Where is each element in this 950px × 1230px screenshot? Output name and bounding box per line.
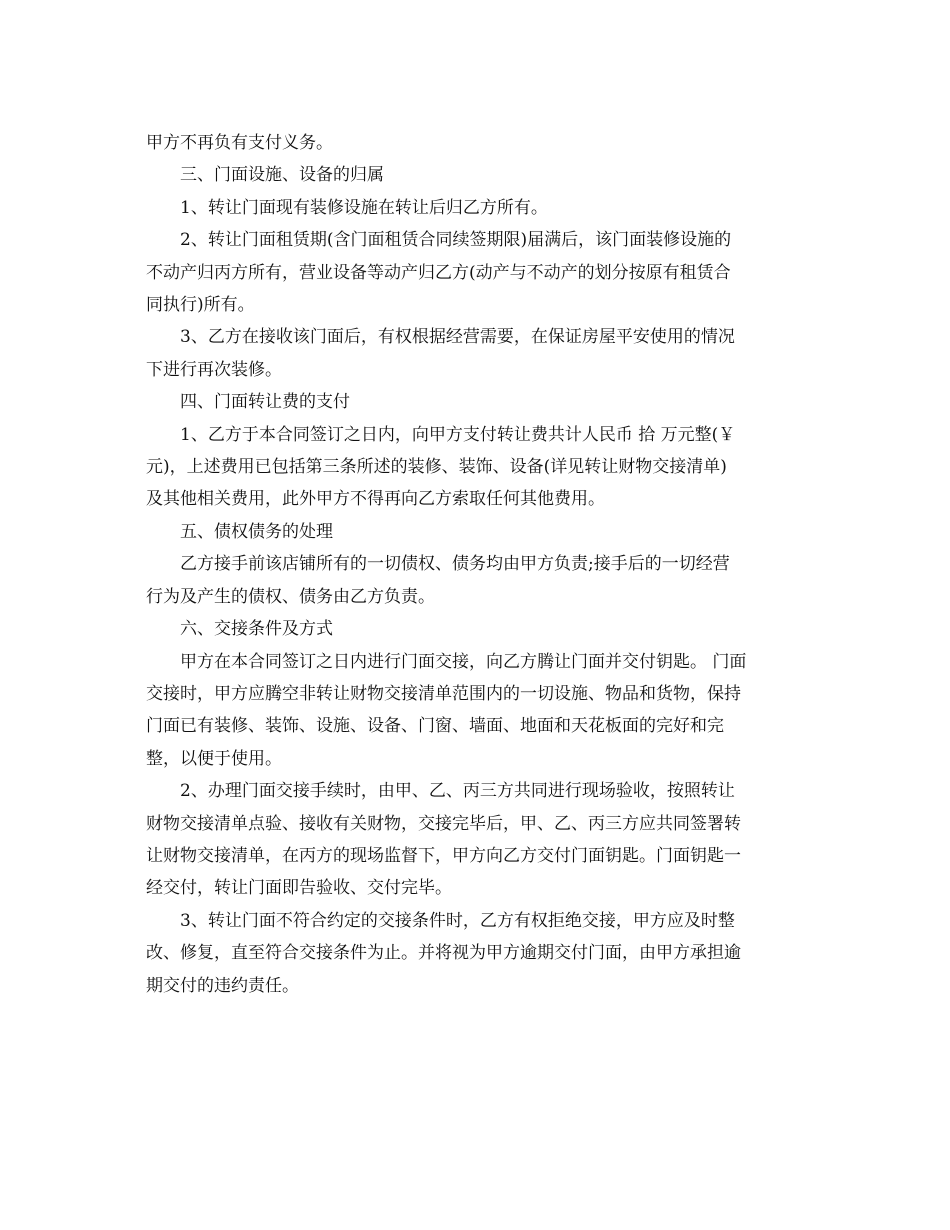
text-line: 期交付的违约责任。: [146, 975, 299, 996]
heading-text: 四、门面转让费的支付: [180, 392, 350, 413]
text-line: 元)，上述费用已包括第三条所述的装修、装饰、设备(详见转让财物交接清单): [146, 457, 727, 478]
text-line: 1、转让门面现有装修设施在转让后归乙方所有。: [180, 197, 548, 218]
text-line: 下进行再次装修。: [146, 359, 282, 380]
text-line: 3、乙方在接收该门面后，有权根据经营需要，在保证房屋平安使用的情况: [180, 327, 735, 348]
text-line: 整，以便于使用。: [146, 748, 282, 769]
paragraph-clause-6-2: [146, 775, 796, 905]
text-line: 同执行)所有。: [146, 295, 255, 316]
paragraph-payment-obligation-end: [146, 127, 796, 159]
text-line: 让财物交接清单，在丙方的现场监督下，甲方向乙方交付门面钥匙。门面钥匙一: [146, 845, 741, 866]
text-line: 不动产归丙方所有，营业设备等动产归乙方(动产与不动产的划分按原有租赁合: [146, 262, 731, 283]
text-line: 行为及产生的债权、债务由乙方负责。: [146, 586, 435, 607]
text-line: 财物交接清单点验、接收有关财物，交接完毕后，甲、乙、丙三方应共同签署转: [146, 813, 741, 834]
text-line: 2、办理门面交接手续时，由甲、乙、丙三方共同进行现场验收，按照转让: [180, 781, 735, 802]
text-line: 甲方不再负有支付义务。: [146, 133, 333, 153]
heading-text: 三、门面设施、设备的归属: [180, 165, 384, 186]
text-line: 门面已有装修、装饰、设施、设备、门窗、墙面、地面和天花板面的完好和完: [146, 716, 724, 737]
section-heading-handover: [146, 613, 796, 645]
heading-text: 六、交接条件及方式: [180, 619, 333, 640]
paragraph-clause-6-1: [146, 646, 796, 776]
paragraph-clause-3-1: [146, 192, 796, 224]
text-line: 2、转让门面租赁期(含门面租赁合同续签期限)届满后，该门面装修设施的: [180, 230, 732, 251]
text-line: 甲方在本合同签订之日内进行门面交接，向乙方腾让门面并交付钥匙。 门面: [180, 651, 747, 672]
text-line: 3、转让门面不符合约定的交接条件时，乙方有权拒绝交接，甲方应及时整: [180, 910, 735, 931]
heading-text: 五、债权债务的处理: [180, 521, 333, 542]
paragraph-clause-3-2: [146, 224, 796, 321]
section-heading-debts: [146, 516, 796, 548]
paragraph-clause-3-3: [146, 321, 796, 386]
text-line: 及其他相关费用，此外甲方不得再向乙方索取任何其他费用。: [146, 489, 605, 510]
paragraph-clause-6-3: [146, 905, 796, 1002]
text-line: 1、乙方于本合同签订之日内，向甲方支付转让费共计人民币 拾 万元整(￥: [180, 424, 736, 445]
text-line: 改、修复，直至符合交接条件为止。并将视为甲方逾期交付门面，由甲方承担逾: [146, 943, 741, 964]
text-line: 乙方接手前该店铺所有的一切债权、债务均由甲方负责;接手后的一切经营: [180, 554, 730, 575]
document-page: [146, 127, 796, 1002]
text-line: 交接时，甲方应腾空非转让财物交接清单范围内的一切设施、物品和货物，保持: [146, 683, 741, 704]
paragraph-clause-4-1: [146, 419, 796, 516]
section-heading-facilities-ownership: [146, 159, 796, 191]
paragraph-clause-5: [146, 548, 796, 613]
section-heading-transfer-fee: [146, 386, 796, 418]
text-line: 经交付，转让门面即告验收、交付完毕。: [146, 878, 452, 899]
